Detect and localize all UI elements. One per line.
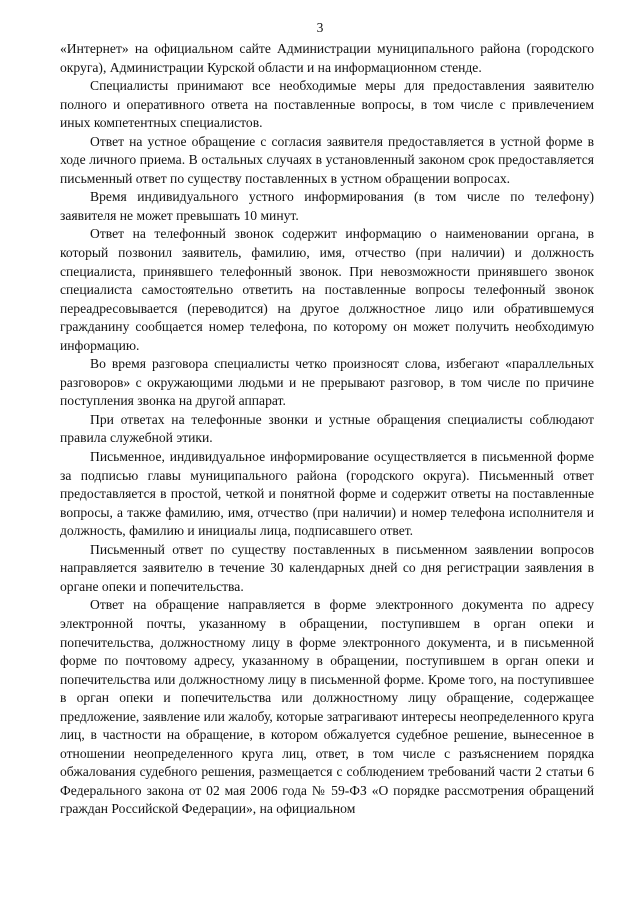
paragraph: Ответ на обращение направляется в форме электронного документа по адресу электронной почты, указанному в обращении, поступившем в орган опеки и попечительства, должностному лицу в форме электронного документа, и в письменной форме по почтовому адресу, указанному в обращении, поступившем в орган опеки и попечительства или должностному лицу в письменной форме. Кроме того, на поступившее в орган опеки и попечительства или должностному лицу обращение, содержащее предложение, заявление или жалобу, которые затрагивают интересы неопределенного круга лиц, в частности на обращение, в котором обжалуется судебное решение, вынесенное в отношении неопределенного круга лиц, ответ, в том числе с разъяснением порядка обжалования судебного решения, размещается с соблюдением требований части 2 статьи 6 Федерального закона от 02 мая 2006 года № 59-ФЗ «О порядке рассмотрения обращений граждан Российской Федерации», на официальном [60,597,594,817]
paragraph-continuation: «Интернет» на официальном сайте Администрации муниципального района (городского округа), Администрации Курской области и на информационном стенде. [60,41,594,75]
paragraph: Время индивидуального устного информирования (в том числе по телефону) заявителя не может превышать 10 минут. [60,189,594,223]
paragraph: Во время разговора специалисты четко произносят слова, избегают «параллельных разговоров» с окружающими людьми и не прерывают разговор, в том числе по причине поступления звонка на другой аппарат. [60,356,594,409]
body-text [60,40,594,819]
paragraph: Ответ на устное обращение с согласия заявителя предоставляется в устной форме в ходе личного приема. В остальных случаях в установленный законом срок предоставляется письменный ответ по существу поставленных в устном обращении вопросах. [60,133,594,186]
paragraph: Ответ на телефонный звонок содержит информацию о наименовании органа, в который позвонил заявитель, фамилию, имя, отчество (при наличии) и должность специалиста, принявшего телефонный звонок. При невозможности принявшего звонок специалиста самостоятельно ответить на поставленные вопросы телефонный звонок переадресовывается (переводится) на другое должностное лицо или обратившемуся гражданину сообщается номер телефона, по которому он может получить необходимую информацию. [60,226,594,353]
page-number: 3 [316,20,324,35]
paragraph: Письменное, индивидуальное информирование осуществляется в письменной форме за подписью главы муниципального района (городского округа). Письменный ответ предоставляется в простой, четкой и понятной форме и содержит ответы на поставленные вопросы, а также фамилию, имя, отчество (при наличии) и номер телефона исполнителя и должность, фамилию и инициалы лица, подписавшего ответ. [60,449,594,539]
paragraph: Письменный ответ по существу поставленных в письменном заявлении вопросов направляется заявителю в течение 30 календарных дней со дня регистрации заявления в органе опеки и попечительства. [60,541,594,594]
paragraph: При ответах на телефонные звонки и устные обращения специалисты соблюдают правила служебной этики. [60,411,594,446]
paragraph: Специалисты принимают все необходимые меры для предоставления заявителю полного и оперативного ответа на поставленные вопросы, в том числе с привлечением иных компетентных специалистов. [60,78,594,131]
